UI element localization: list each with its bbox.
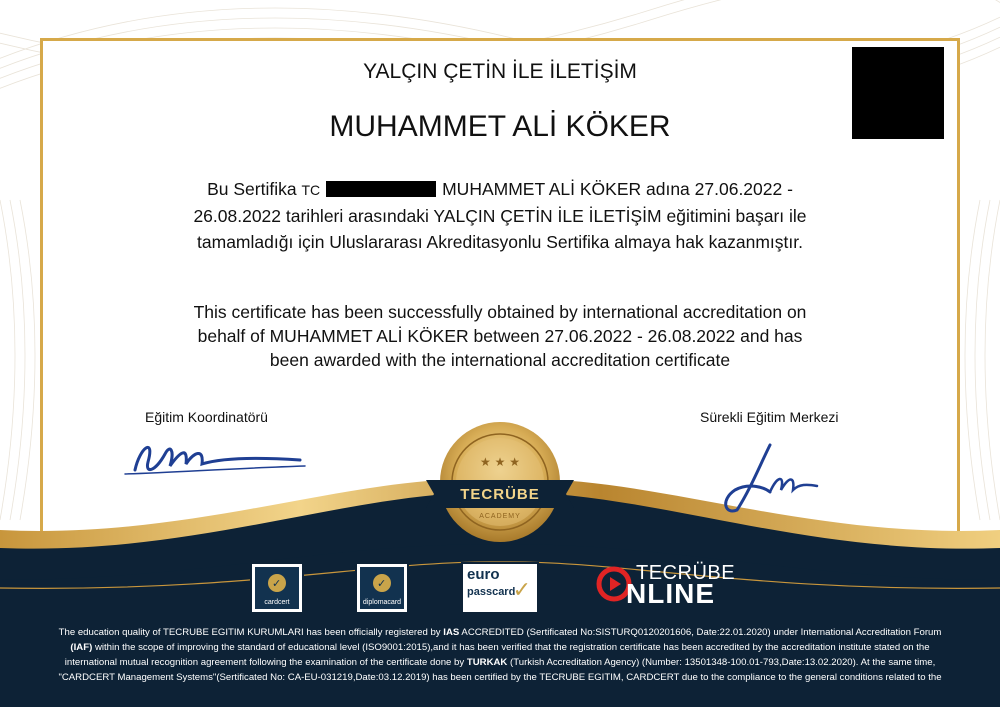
education-center-label: Sürekli Eğitim Merkezi [700, 409, 839, 425]
en-line3: been awarded with the international accreditation certificate [269, 350, 731, 370]
tr-line3: tamamladığı için Uluslararası Akreditasyonlu Sertifika almaya hak kazanmıştır. [197, 232, 803, 252]
coordinator-signature [120, 432, 310, 482]
tc-label: TC [301, 182, 321, 198]
turkish-statement [130, 176, 870, 255]
tr-line2: 26.08.2022 tarihleri arasındaki YALÇIN ÇETİN İLE İLETİŞİM eğitimini başarı ile [193, 206, 807, 226]
tr-text-start: Bu Sertifika [207, 179, 297, 199]
accreditation-footer-text [20, 625, 980, 685]
cardcert-logo [250, 562, 304, 614]
seal-title: TECRÜBE [460, 486, 540, 503]
diplomacard-label: diplomacard [362, 599, 402, 606]
europasscard-logo [461, 562, 539, 614]
footer-line4: "CARDCERT Management Systems"(Sertificated No: CA-EU-031219,Date:03.12.2019) has been certified by the TECRUBE EGITIM, CARDCERT due to the compliance to the general conditions related to the [58, 672, 942, 683]
tecrube-online-top: TECRÜBE [636, 562, 736, 584]
svg-text:★ ★ ★: ★ ★ ★ [480, 455, 520, 469]
footer-line1-ias: IAS [443, 627, 460, 638]
english-statement [130, 300, 870, 372]
tecrube-online-main: NLINE [626, 578, 715, 609]
recipient-name: MUHAMMET ALİ KÖKER [329, 110, 671, 143]
tr-line1-rest: MUHAMMET ALİ KÖKER adına 27.06.2022 - [442, 179, 793, 199]
footer-line3-c: (Turkish Accreditation Agency) (Number: 13501348-100.01-793,Date:13.02.2020). At the same time, [510, 657, 936, 668]
cardcert-label: cardcert [264, 599, 290, 606]
footer-line3-turkak: TURKAK [466, 657, 508, 668]
euro-label: euro [467, 566, 500, 583]
footer-line3-a: international mutual recognition agreement following the examination of the certificate done by [64, 657, 465, 668]
check-icon: ✓ [272, 577, 282, 590]
footer-line2-b: within the scope of improving the standard of educational level (ISO9001:2015),and it has been verified that the registration certificate has been accredited by the accreditation institute stated on the [94, 642, 930, 653]
redacted-id [326, 181, 436, 197]
seal-subtitle: ACADEMY [479, 513, 521, 520]
footer-line2-iaf: (IAF) [70, 642, 93, 653]
coordinator-label: Eğitim Koordinatörü [145, 409, 268, 425]
diplomacard-logo [355, 562, 409, 614]
tecrube-academy-seal [418, 420, 582, 555]
organization-title: YALÇIN ÇETİN İLE İLETİŞİM [363, 60, 637, 83]
passcard-label: passcard [467, 586, 516, 598]
education-center-signature [715, 440, 825, 520]
en-line1: This certificate has been successfully obtained by international accreditation on [193, 302, 807, 322]
en-line2: behalf of MUHAMMET ALİ KÖKER between 27.06.2022 - 26.08.2022 and has [197, 326, 803, 346]
footer-line1-c: ACCREDITED (Sertificated No:SISTURQ0120201606, Date:22.01.2020) under International Accreditation Forum [461, 627, 942, 638]
footer-line1-a: The education quality of TECRUBE EGITIM KURUMLARI has been officially registered by [58, 627, 441, 638]
check-icon: ✓ [512, 578, 531, 603]
check-icon: ✓ [377, 577, 387, 590]
